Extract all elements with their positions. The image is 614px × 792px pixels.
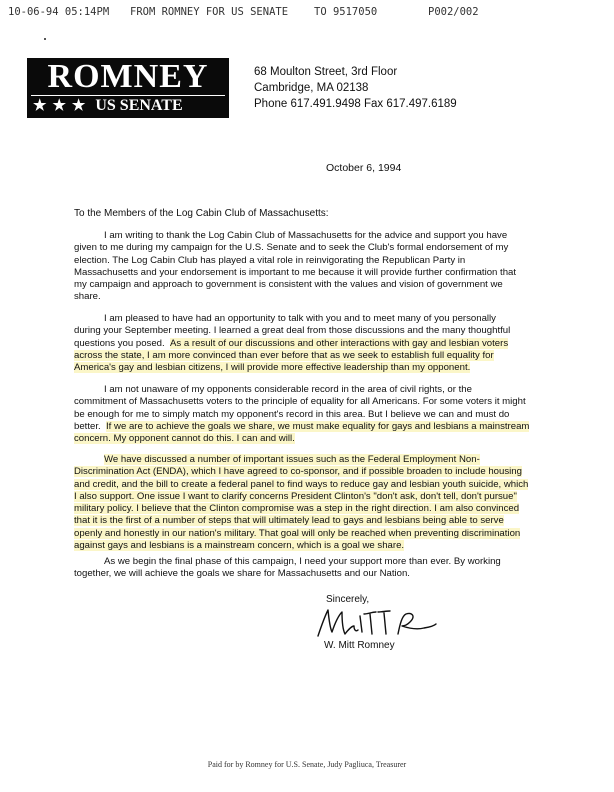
paragraph-final-phase (74, 556, 534, 581)
paragraph-thanks (74, 230, 534, 304)
text-segment: questions you posed. (74, 337, 165, 349)
paragraph-meeting (74, 313, 534, 374)
text-line (74, 338, 534, 350)
paragraph-civil-rights (74, 384, 534, 445)
text-line (74, 528, 534, 540)
text-line: I am not unaware of my opponents considerable record in the area of civil rights, or the (104, 384, 472, 395)
romney-logo (27, 58, 229, 118)
logo-office-line (33, 96, 227, 116)
fax-sender: FROM ROMNEY FOR US SENATE (130, 6, 289, 18)
fax-page-number: P002/002 (428, 6, 479, 18)
text-line: commitment of Massachusetts voters to the principle of equality for all Americans. For some voters it might (74, 396, 526, 408)
text-line (74, 515, 534, 527)
letter-date: October 6, 1994 (326, 162, 402, 174)
text-line: Massachusetts and your endorsement is important to me because it will provide further confirmation that (74, 266, 517, 278)
text-line: I am pleased to have had an opportunity to talk with you and to meet many of you personally (104, 313, 496, 324)
fax-speck (44, 38, 46, 40)
text-line (74, 540, 534, 552)
text-line: given to me during my campaign for the U.S. Senate and to seek the Club's formal endorsement of my (74, 242, 509, 254)
text-line (74, 421, 534, 433)
highlighted-text: against gays and lesbians is a mainstream concern, which is a goal we share. (74, 540, 405, 552)
highlighted-text: If we are to achieve the goals we share, we must make equality for gays and lesbians a mainstream (106, 420, 530, 432)
text-line: together, we will achieve the goals we share for Massachusetts and our Nation. (74, 568, 410, 580)
letter-closing: Sincerely, (326, 594, 370, 605)
highlighted-text: As a result of our discussions and other interactions with gay and lesbian voters (170, 337, 509, 349)
text-segment: better. (74, 420, 101, 432)
highlighted-text: openly and honestly in our nation's military. That goal will only be reached when preventing discrimination (74, 527, 521, 539)
letter-salutation: To the Members of the Log Cabin Club of Massachusetts: (74, 208, 329, 219)
text-line: I am writing to thank the Log Cabin Club of Massachusetts for the advice and support you have (104, 230, 508, 241)
letterhead-address (254, 64, 457, 112)
fax-header (8, 6, 608, 22)
logo-office: US SENATE (95, 97, 183, 114)
text-line (74, 454, 534, 466)
highlighted-text: concern. My opponent cannot do this. I can and will. (74, 433, 295, 445)
logo-name: ROMNEY (47, 58, 209, 95)
address-phone-fax: Phone 617.491.9498 Fax 617.497.6189 (254, 98, 457, 110)
text-line: be enough for me to simply match my opponent's record in this area. But I believe we can and must do (74, 408, 510, 420)
text-line (74, 491, 534, 503)
text-line (74, 362, 534, 374)
text-line (74, 503, 534, 515)
text-line (74, 466, 534, 478)
address-street: 68 Moulton Street, 3rd Floor (254, 66, 398, 78)
text-line: my campaign and approach to government is consistent with the values and vision of government we (74, 279, 503, 291)
text-line (74, 433, 534, 445)
highlighted-text: that it is the first of a number of steps that will ultimately lead to gays and lesbians being able to serve (74, 515, 504, 527)
address-city: Cambridge, MA 02138 (254, 82, 369, 94)
text-line: share. (74, 291, 101, 303)
highlighted-text: military policy. I believe that the Clinton compromise was a step in the right direction. I am also convinced (74, 503, 520, 515)
highlighted-text: I also support. One issue I want to clarify concerns President Clinton's "don't ask, don't tell, don't pursue" (74, 490, 517, 502)
text-line: As we begin the final phase of this campaign, I need your support more than ever. By working (104, 556, 501, 567)
highlighted-text: across the state, I am more convinced than ever before that as we seek to establish full equality for (74, 349, 494, 361)
text-line: during your September meeting. I learned a great deal from those discussions and the many thoughtful (74, 325, 511, 337)
fax-recipient: TO 9517050 (314, 6, 378, 18)
paragraph-issues (74, 454, 534, 552)
text-line: election. The Log Cabin Club has played a vital role in reinvigorating the Republican Party in (74, 254, 466, 266)
star-icon: ★★★ (33, 98, 92, 114)
highlighted-text: Discrimination Act (ENDA), which I have agreed to co-sponsor, and if possible broaden to include housing (74, 466, 522, 478)
highlighted-text: America's gay and lesbian citizens, I will provide more effective leadership than my opponent. (74, 362, 471, 374)
signer-name: W. Mitt Romney (324, 640, 395, 651)
paid-for-disclaimer: Paid for by Romney for U.S. Senate, Judy Pagliuca, Treasurer (207, 760, 407, 769)
highlighted-text: and credit, and the bill to create a federal panel to find ways to reduce gay and lesbian youth suicide, which (74, 478, 529, 490)
text-line (74, 479, 534, 491)
highlighted-text: We have discussed a number of important issues such as the Federal Employment Non- (104, 454, 480, 465)
fax-datetime: 10-06-94 05:14PM (8, 6, 110, 18)
text-line (74, 350, 534, 362)
